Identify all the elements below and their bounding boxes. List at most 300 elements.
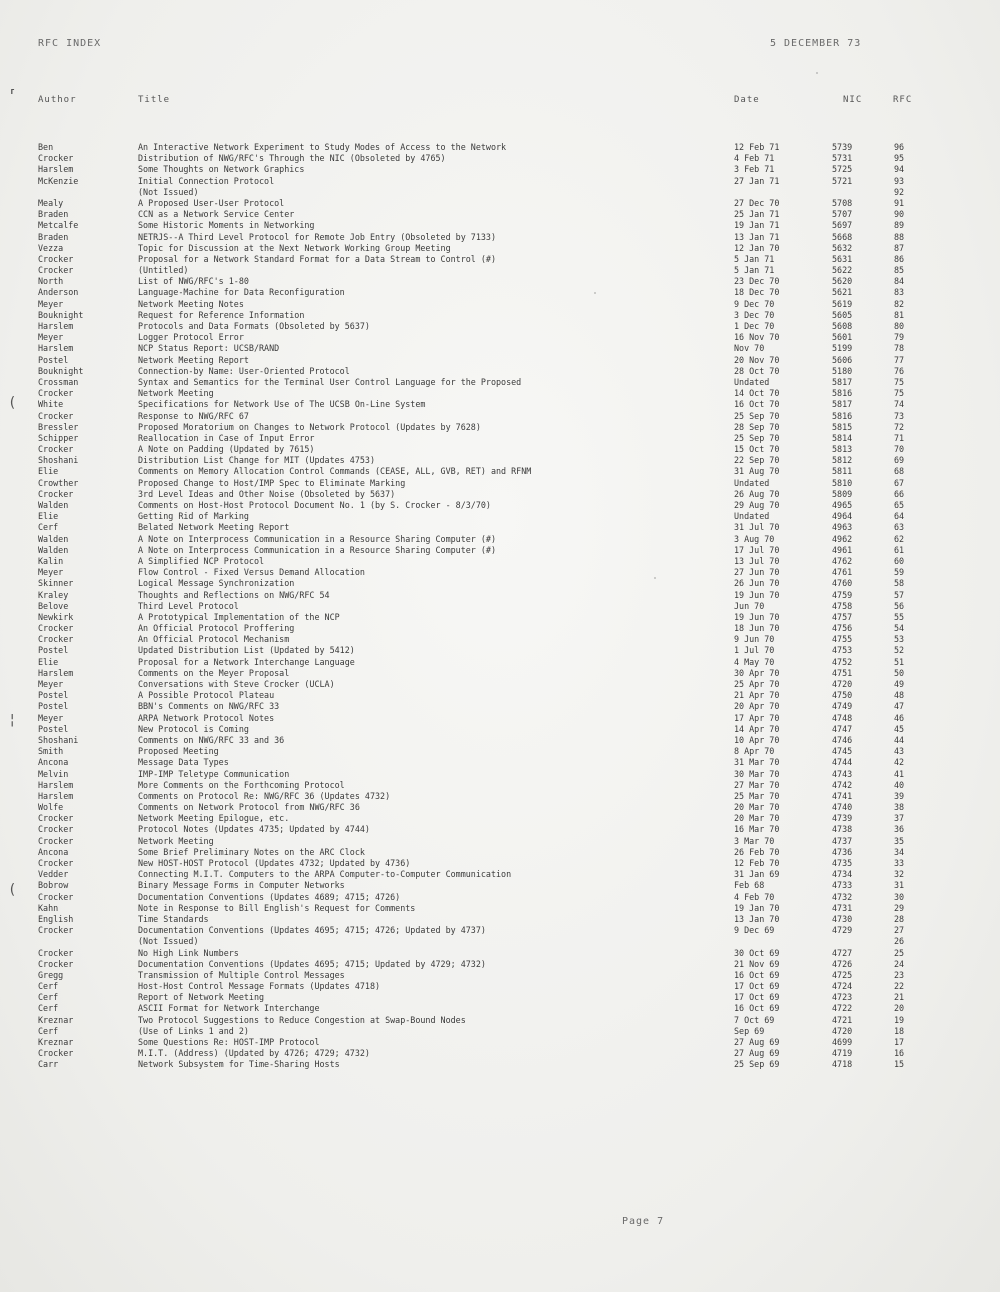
- cell-date: 13 Jan 71: [734, 231, 780, 242]
- cell-date: 25 Sep 69: [734, 1059, 780, 1070]
- cell-nic: 4727: [832, 947, 853, 958]
- table-row: [0, 232, 1000, 243]
- cell-nic: 5605: [832, 309, 853, 320]
- cell-nic: 4753: [832, 645, 853, 656]
- cell-rfc: 30: [894, 891, 905, 902]
- cell-author: Crocker: [38, 824, 74, 835]
- cell-nic: 5606: [832, 354, 853, 365]
- cell-title: Initial Connection Protocol: [138, 175, 275, 186]
- cell-rfc: 58: [894, 578, 905, 589]
- cell-rfc: 89: [894, 220, 905, 231]
- cell-author: Meyer: [38, 567, 64, 578]
- cell-title: An Official Protocol Mechanism: [138, 634, 290, 645]
- table-row: [0, 254, 1000, 265]
- cell-nic: 4760: [832, 578, 853, 589]
- cell-title: Proposal for a Network Standard Format for a Data Stream to Control (#): [138, 253, 496, 264]
- cell-author: Smith: [38, 746, 64, 757]
- margin-mark-icon: (: [8, 882, 17, 898]
- cell-author: Wolfe: [38, 802, 64, 813]
- table-row: [0, 769, 1000, 780]
- cell-date: 25 Mar 70: [734, 790, 780, 801]
- cell-date: 12 Feb 70: [734, 858, 780, 868]
- cell-title: Topic for Discussion at the Next Network Working Group Meeting: [138, 242, 451, 253]
- cell-rfc: 71: [894, 432, 905, 443]
- cell-title: Network Meeting Epilogue, etc.: [138, 813, 290, 824]
- cell-nic: 4738: [832, 824, 853, 835]
- cell-author: Cerf: [38, 981, 59, 992]
- cell-date: 31 Jul 70: [734, 522, 780, 533]
- cell-nic: 4724: [832, 981, 853, 992]
- table-row: [0, 343, 1000, 354]
- cell-rfc: 77: [894, 354, 905, 365]
- cell-title: Protocol Notes (Updates 4735; Updated by 4744): [138, 824, 370, 835]
- cell-author: Mealy: [38, 197, 64, 208]
- table-row: [0, 903, 1000, 914]
- cell-rfc: 41: [894, 768, 905, 779]
- cell-title: A Note on Padding (Updated by 7615): [138, 444, 315, 455]
- cell-author: Meyer: [38, 712, 64, 723]
- cell-author: Crocker: [38, 153, 74, 164]
- cell-title: Documentation Conventions (Updates 4689; 4715; 4726): [138, 891, 401, 902]
- cell-title: Proposed Moratorium on Changes to Network Protocol (Updates by 7628): [138, 421, 481, 432]
- cell-date: 19 Jan 71: [734, 220, 780, 231]
- cell-rfc: 84: [894, 276, 905, 287]
- cell-rfc: 72: [894, 421, 905, 432]
- cell-author: Harslem: [38, 343, 74, 354]
- table-row: [0, 388, 1000, 399]
- cell-date: 9 Jun 70: [734, 634, 775, 645]
- cell-date: 13 Jan 70: [734, 913, 780, 924]
- cell-author: Kahn: [38, 902, 59, 913]
- cell-date: 19 Jun 70: [734, 589, 780, 600]
- cell-nic: 4756: [832, 623, 853, 634]
- cell-date: 10 Apr 70: [734, 734, 780, 745]
- cell-date: Nov 70: [734, 343, 765, 354]
- cell-rfc: 18: [894, 1025, 905, 1036]
- table-row: [0, 645, 1000, 656]
- cell-author: Cerf: [38, 992, 59, 1003]
- cell-title: (Not Issued): [138, 186, 199, 197]
- cell-title: Network Subsystem for Time-Sharing Hosts: [138, 1059, 340, 1070]
- cell-title: A Possible Protocol Plateau: [138, 690, 275, 701]
- cell-rfc: 62: [894, 533, 905, 544]
- cell-nic: 5817: [832, 399, 853, 410]
- table-row: [0, 869, 1000, 880]
- cell-rfc: 35: [894, 835, 905, 846]
- cell-nic: 4758: [832, 600, 853, 611]
- cell-title: Comments on NWG/RFC 33 and 36: [138, 734, 285, 745]
- cell-rfc: 94: [894, 164, 905, 175]
- cell-nic: 4722: [832, 1003, 853, 1014]
- table-row: [0, 545, 1000, 556]
- cell-nic: 4745: [832, 746, 853, 757]
- cell-title: Getting Rid of Marking: [138, 511, 249, 522]
- cell-author: Crocker: [38, 488, 74, 499]
- cell-nic: 5621: [832, 287, 853, 298]
- cell-rfc: 57: [894, 589, 905, 600]
- table-row: [0, 757, 1000, 768]
- cell-title: Belated Network Meeting Report: [138, 522, 290, 533]
- cell-title: Specifications for Network Use of The UCSB On-Line System: [138, 399, 426, 410]
- cell-title: Proposal for a Network Interchange Language: [138, 656, 355, 667]
- rfc-index-table: [0, 142, 1000, 1071]
- cell-rfc: 67: [894, 477, 905, 488]
- cell-author: Cerf: [38, 1025, 59, 1036]
- table-row: [0, 992, 1000, 1003]
- table-row: [0, 668, 1000, 679]
- cell-author: Postel: [38, 701, 69, 712]
- cell-nic: 4762: [832, 555, 853, 566]
- cell-rfc: 74: [894, 399, 905, 410]
- cell-rfc: 55: [894, 611, 905, 622]
- cell-nic: 5622: [832, 265, 853, 276]
- cell-nic: 5731: [832, 153, 853, 164]
- table-row: [0, 153, 1000, 164]
- cell-rfc: 96: [894, 142, 905, 152]
- cell-date: 8 Apr 70: [734, 746, 775, 757]
- cell-title: Connection-by Name: User-Oriented Protocol: [138, 365, 350, 376]
- table-row: [0, 824, 1000, 835]
- cell-title: (Use of Links 1 and 2): [138, 1025, 249, 1036]
- column-header-author: Author: [38, 95, 77, 105]
- cell-nic: 4729: [832, 925, 853, 936]
- cell-rfc: 83: [894, 287, 905, 298]
- cell-title: Two Protocol Suggestions to Reduce Congestion at Swap-Bound Nodes: [138, 1014, 466, 1025]
- cell-rfc: 46: [894, 712, 905, 723]
- table-row: [0, 455, 1000, 466]
- cell-rfc: 43: [894, 746, 905, 757]
- cell-nic: 4747: [832, 723, 853, 734]
- cell-author: Newkirk: [38, 611, 74, 622]
- cell-date: 25 Sep 70: [734, 410, 780, 421]
- table-row: [0, 1026, 1000, 1037]
- cell-nic: 5814: [832, 432, 853, 443]
- cell-date: 1 Dec 70: [734, 321, 775, 331]
- cell-nic: 4751: [832, 667, 853, 678]
- cell-date: 3 Dec 70: [734, 309, 775, 320]
- cell-title: 3rd Level Ideas and Other Noise (Obsoleted by 5637): [138, 488, 396, 499]
- cell-author: Elie: [38, 511, 59, 522]
- cell-date: 4 Feb 71: [734, 153, 775, 164]
- scan-speck: [816, 72, 818, 74]
- table-row: [0, 847, 1000, 858]
- cell-author: Postel: [38, 690, 69, 701]
- cell-date: 16 Oct 70: [734, 399, 780, 410]
- cell-nic: 5708: [832, 197, 853, 208]
- cell-rfc: 27: [894, 925, 905, 936]
- cell-rfc: 20: [894, 1003, 905, 1014]
- cell-rfc: 82: [894, 298, 905, 309]
- cell-date: 25 Jan 71: [734, 209, 780, 220]
- cell-date: 18 Jun 70: [734, 623, 780, 634]
- cell-title: IMP-IMP Teletype Communication: [138, 768, 290, 779]
- cell-date: 9 Dec 69: [734, 925, 775, 936]
- table-row: [0, 321, 1000, 332]
- table-row: [0, 813, 1000, 824]
- cell-date: 22 Sep 70: [734, 455, 780, 466]
- cell-rfc: 90: [894, 209, 905, 220]
- cell-author: Harslem: [38, 790, 74, 801]
- cell-nic: 5697: [832, 220, 853, 231]
- cell-author: Belove: [38, 600, 69, 611]
- cell-nic: 5632: [832, 242, 853, 253]
- cell-title: ASCII Format for Network Interchange: [138, 1003, 320, 1014]
- table-row: [0, 634, 1000, 645]
- table-row: [0, 567, 1000, 578]
- cell-title: Comments on Protocol Re: NWG/RFC 36 (Updates 4732): [138, 790, 391, 801]
- table-row: [0, 892, 1000, 903]
- cell-nic: 4748: [832, 712, 853, 723]
- cell-rfc: 29: [894, 902, 905, 913]
- cell-rfc: 36: [894, 824, 905, 835]
- cell-nic: 5608: [832, 321, 853, 331]
- table-row: [0, 601, 1000, 612]
- cell-nic: 4720: [832, 679, 853, 689]
- table-row: [0, 836, 1000, 847]
- table-row: [0, 355, 1000, 366]
- table-row: [0, 399, 1000, 410]
- cell-nic: 5668: [832, 231, 853, 242]
- cell-author: North: [38, 276, 64, 287]
- cell-date: 31 Mar 70: [734, 757, 780, 768]
- cell-date: 26 Aug 70: [734, 488, 780, 499]
- cell-rfc: 54: [894, 623, 905, 634]
- cell-rfc: 17: [894, 1037, 905, 1047]
- cell-date: 15 Oct 70: [734, 444, 780, 455]
- cell-rfc: 65: [894, 500, 905, 510]
- cell-date: 20 Nov 70: [734, 354, 780, 365]
- cell-rfc: 73: [894, 410, 905, 421]
- cell-nic: 5815: [832, 421, 853, 432]
- cell-title: Some Historic Moments in Networking: [138, 220, 315, 231]
- cell-nic: 5721: [832, 175, 853, 186]
- cell-nic: 4742: [832, 779, 853, 790]
- cell-date: 17 Oct 69: [734, 981, 780, 992]
- table-row: [0, 489, 1000, 500]
- cell-date: 27 Aug 69: [734, 1037, 780, 1047]
- cell-date: 9 Dec 70: [734, 298, 775, 309]
- cell-date: 21 Nov 69: [734, 958, 780, 969]
- cell-date: 30 Oct 69: [734, 947, 780, 958]
- cell-title: NETRJS--A Third Level Protocol for Remote Job Entry (Obsoleted by 7133): [138, 231, 496, 242]
- cell-date: 28 Sep 70: [734, 421, 780, 432]
- cell-rfc: 50: [894, 667, 905, 678]
- cell-author: Gregg: [38, 969, 64, 980]
- cell-title: A Note on Interprocess Communication in a Resource Sharing Computer (#): [138, 533, 496, 544]
- cell-date: Sep 69: [734, 1025, 765, 1036]
- cell-author: Kraley: [38, 589, 69, 600]
- cell-title: Logical Message Synchronization: [138, 578, 295, 589]
- cell-nic: 4965: [832, 500, 853, 510]
- cell-author: Crocker: [38, 1048, 74, 1059]
- cell-author: Crocker: [38, 858, 74, 868]
- table-row: [0, 724, 1000, 735]
- cell-title: BBN's Comments on NWG/RFC 33: [138, 701, 280, 712]
- cell-rfc: 64: [894, 511, 905, 522]
- cell-title: An Official Protocol Proffering: [138, 623, 295, 634]
- cell-title: Binary Message Forms in Computer Networks: [138, 880, 345, 891]
- cell-rfc: 75: [894, 388, 905, 399]
- table-row: [0, 948, 1000, 959]
- cell-nic: 4755: [832, 634, 853, 645]
- table-row: [0, 511, 1000, 522]
- cell-title: Time Standards: [138, 913, 209, 924]
- table-row: [0, 590, 1000, 601]
- cell-title: Documentation Conventions (Updates 4695; 4715; Updated by 4729; 4732): [138, 958, 486, 969]
- cell-rfc: 53: [894, 634, 905, 645]
- cell-nic: 4734: [832, 869, 853, 880]
- table-row: [0, 534, 1000, 545]
- cell-title: An Interactive Network Experiment to Study Modes of Access to the Network: [138, 142, 507, 152]
- cell-date: 7 Oct 69: [734, 1014, 775, 1025]
- cell-rfc: 95: [894, 153, 905, 164]
- cell-rfc: 22: [894, 981, 905, 992]
- cell-nic: 4699: [832, 1037, 853, 1047]
- cell-title: CCN as a Network Service Center: [138, 209, 295, 220]
- cell-date: 30 Mar 70: [734, 768, 780, 779]
- cell-author: Vezza: [38, 242, 64, 253]
- table-row: [0, 780, 1000, 791]
- cell-date: 20 Mar 70: [734, 813, 780, 824]
- cell-nic: 4718: [832, 1059, 853, 1070]
- cell-author: Ancona: [38, 757, 69, 768]
- table-row: [0, 466, 1000, 477]
- table-row: [0, 713, 1000, 724]
- cell-author: Carr: [38, 1059, 59, 1070]
- cell-date: 3 Feb 71: [734, 164, 775, 175]
- cell-title: Comments on Host-Host Protocol Document No. 1 (by S. Crocker - 8/3/70): [138, 500, 491, 510]
- cell-rfc: 19: [894, 1014, 905, 1025]
- table-row: [0, 1037, 1000, 1048]
- cell-nic: 5725: [832, 164, 853, 175]
- scan-speck: [594, 292, 596, 294]
- cell-author: Meyer: [38, 298, 64, 309]
- cell-rfc: 25: [894, 947, 905, 958]
- cell-date: 12 Jan 70: [734, 242, 780, 253]
- table-row: [0, 746, 1000, 757]
- cell-author: Kreznar: [38, 1014, 74, 1025]
- cell-date: 28 Oct 70: [734, 365, 780, 376]
- table-row: [0, 422, 1000, 433]
- cell-nic: 4726: [832, 958, 853, 969]
- cell-title: Thoughts and Reflections on NWG/RFC 54: [138, 589, 330, 600]
- cell-rfc: 38: [894, 802, 905, 813]
- cell-rfc: 52: [894, 645, 905, 656]
- cell-rfc: 70: [894, 444, 905, 455]
- cell-author: Harslem: [38, 667, 74, 678]
- cell-rfc: 23: [894, 969, 905, 980]
- cell-nic: 4962: [832, 533, 853, 544]
- cell-author: Skinner: [38, 578, 74, 589]
- cell-date: Jun 70: [734, 600, 765, 611]
- cell-nic: 5619: [832, 298, 853, 309]
- cell-rfc: 80: [894, 321, 905, 331]
- cell-nic: 4750: [832, 690, 853, 701]
- table-row: [0, 209, 1000, 220]
- cell-title: Documentation Conventions (Updates 4695; 4715; 4726; Updated by 4737): [138, 925, 486, 936]
- cell-rfc: 63: [894, 522, 905, 533]
- cell-rfc: 61: [894, 544, 905, 555]
- margin-mark-icon: ⸢: [8, 88, 17, 104]
- cell-date: 4 May 70: [734, 656, 775, 667]
- cell-title: New HOST-HOST Protocol (Updates 4732; Updated by 4736): [138, 858, 411, 868]
- column-header-rfc: RFC: [893, 95, 913, 105]
- cell-nic: 4761: [832, 567, 853, 578]
- cell-date: 25 Apr 70: [734, 679, 780, 689]
- cell-date: 27 Aug 69: [734, 1048, 780, 1059]
- cell-nic: 4740: [832, 802, 853, 813]
- cell-title: Transmission of Multiple Control Messages: [138, 969, 345, 980]
- cell-rfc: 21: [894, 992, 905, 1003]
- cell-date: 19 Jan 70: [734, 902, 780, 913]
- cell-title: Conversations with Steve Crocker (UCLA): [138, 679, 335, 689]
- cell-author: Harslem: [38, 779, 74, 790]
- cell-rfc: 60: [894, 555, 905, 566]
- cell-date: 5 Jan 71: [734, 265, 775, 276]
- cell-author: Meyer: [38, 332, 64, 343]
- table-row: [0, 478, 1000, 489]
- cell-date: 27 Mar 70: [734, 779, 780, 790]
- cell-rfc: 16: [894, 1048, 905, 1059]
- table-row: [0, 679, 1000, 690]
- cell-author: Cerf: [38, 522, 59, 533]
- cell-nic: 4757: [832, 611, 853, 622]
- cell-nic: 5810: [832, 477, 853, 488]
- cell-rfc: 40: [894, 779, 905, 790]
- cell-author: Shoshani: [38, 455, 79, 466]
- cell-nic: 5817: [832, 376, 853, 387]
- cell-author: Crocker: [38, 634, 74, 645]
- cell-date: 23 Dec 70: [734, 276, 780, 287]
- cell-title: Host-Host Control Message Formats (Updates 4718): [138, 981, 381, 992]
- cell-date: 1 Jul 70: [734, 645, 775, 656]
- cell-date: 12 Feb 71: [734, 142, 780, 152]
- table-row: [0, 970, 1000, 981]
- cell-nic: 4743: [832, 768, 853, 779]
- cell-date: 26 Jun 70: [734, 578, 780, 589]
- cell-title: Some Brief Preliminary Notes on the ARC Clock: [138, 846, 365, 857]
- cell-title: Message Data Types: [138, 757, 229, 768]
- cell-rfc: 34: [894, 846, 905, 857]
- table-row: [0, 802, 1000, 813]
- cell-title: Proposed Meeting: [138, 746, 219, 757]
- cell-nic: 4737: [832, 835, 853, 846]
- cell-title: Syntax and Semantics for the Terminal User Control Language for the Proposed: [138, 376, 522, 387]
- cell-nic: 4739: [832, 813, 853, 824]
- margin-mark-icon: (: [8, 395, 17, 411]
- cell-title: Reallocation in Case of Input Error: [138, 432, 315, 443]
- cell-nic: 4961: [832, 544, 853, 555]
- cell-date: 18 Dec 70: [734, 287, 780, 298]
- table-row: [0, 1003, 1000, 1014]
- cell-author: Harslem: [38, 321, 74, 331]
- table-row: [0, 1059, 1000, 1070]
- cell-author: Crocker: [38, 835, 74, 846]
- cell-rfc: 31: [894, 880, 905, 891]
- cell-title: Distribution of NWG/RFC's Through the NIC (Obsoleted by 4765): [138, 153, 446, 164]
- cell-rfc: 69: [894, 455, 905, 466]
- cell-author: Crocker: [38, 388, 74, 399]
- cell-title: Request for Reference Information: [138, 309, 305, 320]
- cell-nic: 4723: [832, 992, 853, 1003]
- cell-title: Flow Control - Fixed Versus Demand Allocation: [138, 567, 365, 578]
- cell-nic: 4732: [832, 891, 853, 902]
- cell-rfc: 32: [894, 869, 905, 880]
- cell-rfc: 87: [894, 242, 905, 253]
- cell-nic: 5812: [832, 455, 853, 466]
- cell-nic: 4963: [832, 522, 853, 533]
- cell-rfc: 49: [894, 679, 905, 689]
